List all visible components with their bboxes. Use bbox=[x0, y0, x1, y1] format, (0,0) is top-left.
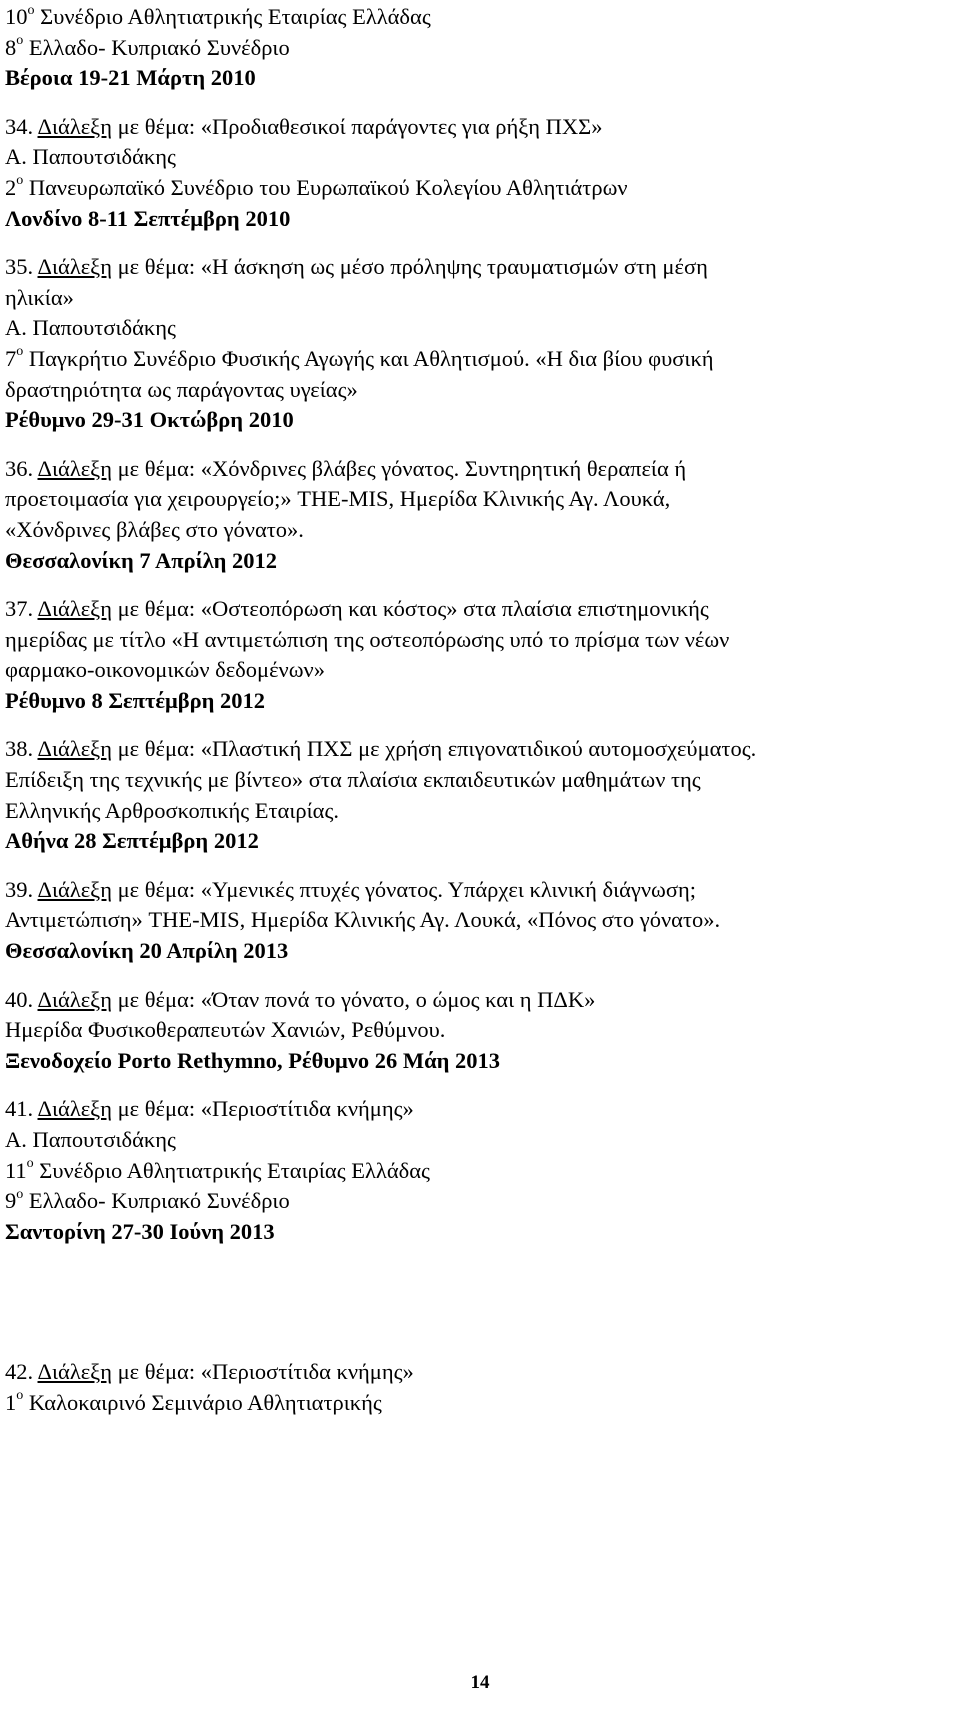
entry-41 bbox=[5, 1094, 950, 1247]
location-date: Ρέθυμνο 8 Σεπτέμβρη 2012 bbox=[5, 687, 266, 713]
text: Ελλαδο- Κυπριακό Συνέδριο bbox=[23, 1188, 290, 1214]
lecture-label: Διάλεξη bbox=[37, 113, 112, 139]
superscript: ο bbox=[16, 33, 24, 49]
entry-number: 39. bbox=[5, 876, 38, 902]
entry-text: με θέμα: «Υμενικές πτυχές γόνατος. Υπάρχει κλινική διάγνωση; bbox=[111, 876, 696, 902]
entry-37 bbox=[5, 594, 950, 716]
entry-text: Ημερίδα Φυσικοθεραπευτών Χανιών, Ρεθύμνου. bbox=[5, 1017, 446, 1043]
entry-38 bbox=[5, 734, 950, 856]
text: 10 bbox=[5, 4, 28, 29]
location-date: Λονδίνο 8-11 Σεπτέμβρη 2010 bbox=[5, 205, 291, 231]
event-line bbox=[5, 1186, 950, 1217]
text: Ελλαδο- Κυπριακό Συνέδριο bbox=[23, 34, 290, 60]
superscript: ο bbox=[27, 2, 35, 18]
location-date: Αθήνα 28 Σεπτέμβρη 2012 bbox=[5, 828, 259, 854]
author: Α. Παπουτσιδάκης bbox=[5, 144, 176, 170]
entry-title bbox=[5, 1357, 950, 1388]
entry-title bbox=[5, 875, 950, 906]
entry-title bbox=[5, 985, 950, 1016]
event-line: δραστηριότητα ως παράγοντας υγείας» bbox=[5, 376, 358, 402]
entry-text: Αντιμετώπιση» THE-MIS, Ημερίδα Κλινικής Αγ. Λουκά, «Πόνος στο γόνατο». bbox=[5, 907, 721, 933]
entry-number: 38. bbox=[5, 736, 38, 762]
entry-text: με θέμα: «Οστεοπόρωση και κόστος» στα πλαίσια επιστημονικής bbox=[111, 596, 709, 622]
text: Πανευρωπαϊκό Συνέδριο του Ευρωπαϊκού Κολεγίου Αθλητιάτρων bbox=[23, 174, 628, 200]
superscript: ο bbox=[16, 344, 24, 360]
event-line bbox=[5, 1388, 950, 1419]
entry-title bbox=[5, 252, 950, 283]
author: Α. Παπουτσιδάκης bbox=[5, 315, 176, 341]
entry-text: ηλικία» bbox=[5, 284, 74, 310]
entry-text: Επίδειξη της τεχνικής με βίντεο» στα πλαίσια εκπαιδευτικών μαθημάτων της bbox=[5, 767, 701, 793]
text: 9 bbox=[5, 1188, 17, 1214]
entry-text: με θέμα: «Προδιαθεσικοί παράγοντες για ρήξη ΠΧΣ» bbox=[111, 113, 603, 139]
entry-title bbox=[5, 454, 950, 485]
entry-text: με θέμα: «Περιοστίτιδα κνήμης» bbox=[111, 1359, 414, 1385]
location-date: Σαντορίνη 27-30 Ιούνη 2013 bbox=[5, 1218, 275, 1244]
entry-42 bbox=[5, 1357, 950, 1418]
entry-number: 41. bbox=[5, 1096, 38, 1122]
conference-line bbox=[5, 2, 950, 33]
lecture-label: Διάλεξη bbox=[37, 1359, 112, 1385]
lecture-label: Διάλεξη bbox=[37, 986, 112, 1012]
location-date: Θεσσαλονίκη 20 Απρίλη 2013 bbox=[5, 938, 289, 964]
location-date: Βέροια 19-21 Μάρτη 2010 bbox=[5, 65, 256, 91]
entry-text: με θέμα: «Χόνδρινες βλάβες γόνατος. Συντηρητική θεραπεία ή bbox=[111, 455, 687, 481]
text: Συνέδριο Αθλητιατρικής Εταιρίας Ελλάδας bbox=[33, 1157, 430, 1183]
author: Α. Παπουτσιδάκης bbox=[5, 1127, 176, 1152]
lecture-label: Διάλεξη bbox=[37, 876, 112, 902]
entry-text: προετοιμασία για χειρουργείο;» THE-MIS, Ημερίδα Κλινικής Αγ. Λουκά, bbox=[5, 486, 671, 512]
entry-34 bbox=[5, 112, 950, 234]
entry-text: «Χόνδρινες βλάβες στο γόνατο». bbox=[5, 516, 304, 542]
entry-title bbox=[5, 594, 950, 625]
entry-36 bbox=[5, 454, 950, 576]
event-line bbox=[5, 1156, 950, 1187]
entry-title bbox=[5, 112, 950, 143]
text: Καλοκαιρινό Σεμινάριο Αθλητιατρικής bbox=[23, 1389, 382, 1415]
superscript: ο bbox=[16, 1388, 24, 1404]
superscript: ο bbox=[26, 1156, 34, 1172]
entry-text: με θέμα: «Περιοστίτιδα κνήμης» bbox=[111, 1096, 414, 1122]
entry-40 bbox=[5, 985, 950, 1077]
conference-line bbox=[5, 33, 950, 64]
entry-text: ημερίδας με τίτλο «Η αντιμετώπιση της οστεοπόρωσης υπό το πρίσμα των νέων bbox=[5, 626, 730, 652]
entry-title bbox=[5, 1094, 950, 1125]
text: 7 bbox=[5, 345, 17, 371]
entry-number: 34. bbox=[5, 113, 38, 139]
entry-text: με θέμα: «Πλαστική ΠΧΣ με χρήση επιγονατιδικού αυτομοσχεύματος. bbox=[111, 736, 757, 762]
superscript: ο bbox=[16, 1186, 24, 1202]
text: 8 bbox=[5, 34, 17, 60]
lecture-label: Διάλεξη bbox=[37, 1096, 112, 1122]
lecture-label: Διάλεξη bbox=[37, 254, 112, 280]
location-date: Ξενοδοχείο Porto Rethymno, Ρέθυμνο 26 Μάη 2013 bbox=[5, 1047, 501, 1073]
entry-text: με θέμα: «Η άσκηση ως μέσο πρόληψης τραυματισμών στη μέση bbox=[111, 254, 708, 280]
text: 1 bbox=[5, 1389, 17, 1415]
text: 11 bbox=[5, 1157, 27, 1183]
entry-number: 40. bbox=[5, 986, 38, 1012]
entry-number: 37. bbox=[5, 596, 38, 622]
entry-text: Ελληνικής Αρθροσκοπικής Εταιρίας. bbox=[5, 797, 339, 823]
entry-number: 36. bbox=[5, 455, 38, 481]
lecture-label: Διάλεξη bbox=[37, 736, 112, 762]
entry-number: 42. bbox=[5, 1359, 38, 1385]
lecture-label: Διάλεξη bbox=[37, 596, 112, 622]
text: 2 bbox=[5, 174, 17, 200]
header-block bbox=[5, 2, 950, 94]
entry-title bbox=[5, 734, 950, 765]
event-line bbox=[5, 344, 950, 375]
entry-text: με θέμα: «Όταν πονά το γόνατο, ο ώμος και η ΠΔΚ» bbox=[111, 986, 596, 1012]
entry-39 bbox=[5, 875, 950, 967]
location-date: Ρέθυμνο 29-31 Οκτώβρη 2010 bbox=[5, 407, 294, 433]
lecture-label: Διάλεξη bbox=[37, 455, 112, 481]
entry-35 bbox=[5, 252, 950, 436]
page-number: 14 bbox=[470, 1672, 490, 1693]
document-page bbox=[5, 2, 950, 1419]
location-date: Θεσσαλονίκη 7 Απρίλη 2012 bbox=[5, 547, 278, 573]
superscript: ο bbox=[16, 173, 24, 189]
event-line bbox=[5, 173, 950, 204]
entry-number: 35. bbox=[5, 254, 38, 280]
entry-text: φαρμακο-οικονομικών δεδομένων» bbox=[5, 657, 325, 683]
text: Παγκρήτιο Συνέδριο Φυσικής Αγωγής και Αθλητισμού. «Η δια βίου φυσική bbox=[23, 345, 714, 371]
text: Συνέδριο Αθλητιατρικής Εταιρίας Ελλάδας bbox=[34, 4, 431, 29]
